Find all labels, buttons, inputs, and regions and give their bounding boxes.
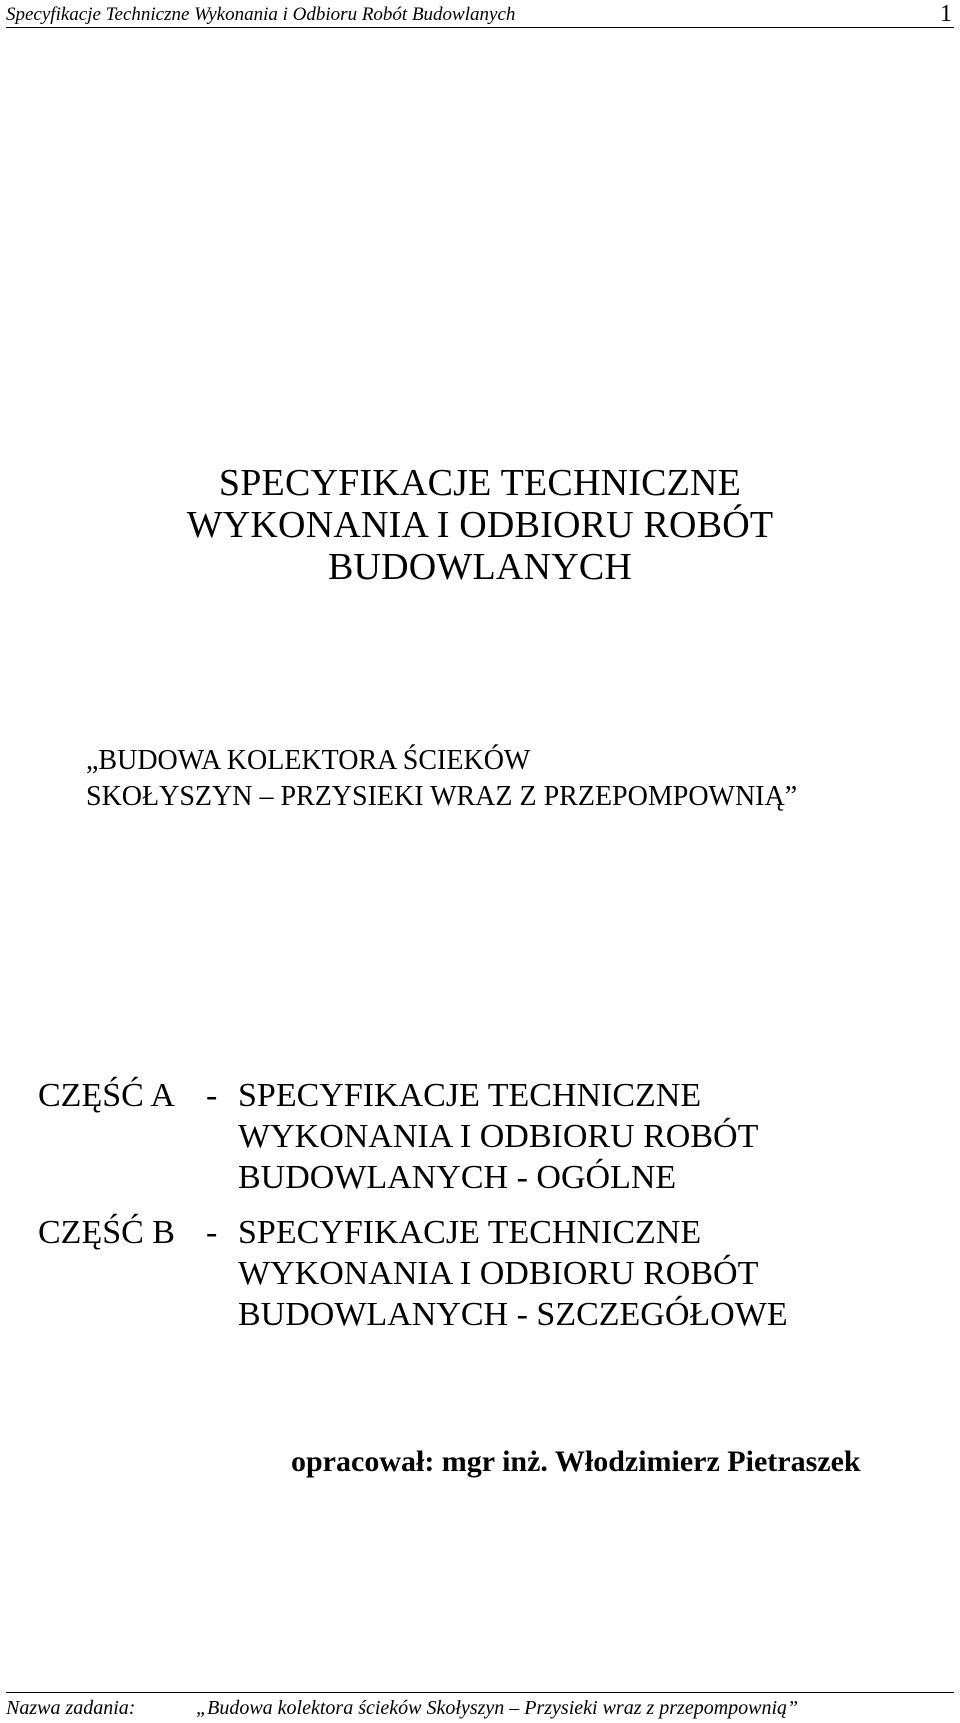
part-dash: -: [206, 1214, 218, 1251]
header-title: Specyfikacje Techniczne Wykonania i Odbioru Robót Budowlanych: [6, 4, 516, 25]
page-header: [6, 0, 954, 28]
part-description-line: WYKONANIA I ODBIORU ROBÓT: [238, 1118, 759, 1155]
footer-label: Nazwa zadania:: [6, 1697, 136, 1719]
part-label: CZĘŚĆ A: [38, 1077, 175, 1114]
part-description-line: SPECYFIKACJE TECHNICZNE: [238, 1077, 702, 1114]
document-title: [0, 462, 960, 588]
author: opracował: mgr inż. Włodzimierz Pietraszek: [291, 1445, 861, 1478]
footer-task-name: „Budowa kolektora ścieków Skołyszyn – Przysieki wraz z przepompownią”: [196, 1697, 799, 1719]
part-description: [238, 1212, 788, 1335]
part-description: [238, 1075, 758, 1198]
part-description-line: BUDOWLANYCH - SZCZEGÓŁOWE: [238, 1296, 788, 1333]
part-description-line: WYKONANIA I ODBIORU ROBÓT: [238, 1255, 759, 1292]
part-description-line: BUDOWLANYCH - OGÓLNE: [238, 1159, 677, 1196]
project-name-line: SKOŁYSZYN – PRZYSIEKI WRAZ Z PRZEPOMPOWNIĄ”: [86, 781, 798, 812]
document-title-line: SPECYFIKACJE TECHNICZNE: [218, 462, 742, 504]
part-description-line: SPECYFIKACJE TECHNICZNE: [238, 1214, 702, 1251]
project-name: [86, 743, 797, 815]
part-dash: -: [206, 1077, 218, 1114]
document-title-line: BUDOWLANYCH: [327, 546, 633, 588]
page-number: 1: [940, 1, 952, 27]
part-label: CZĘŚĆ B: [38, 1214, 175, 1251]
page-footer: [6, 1692, 954, 1719]
project-name-line: „BUDOWA KOLEKTORA ŚCIEKÓW: [86, 745, 531, 776]
document-title-line: WYKONANIA I ODBIORU ROBÓT: [186, 504, 774, 546]
